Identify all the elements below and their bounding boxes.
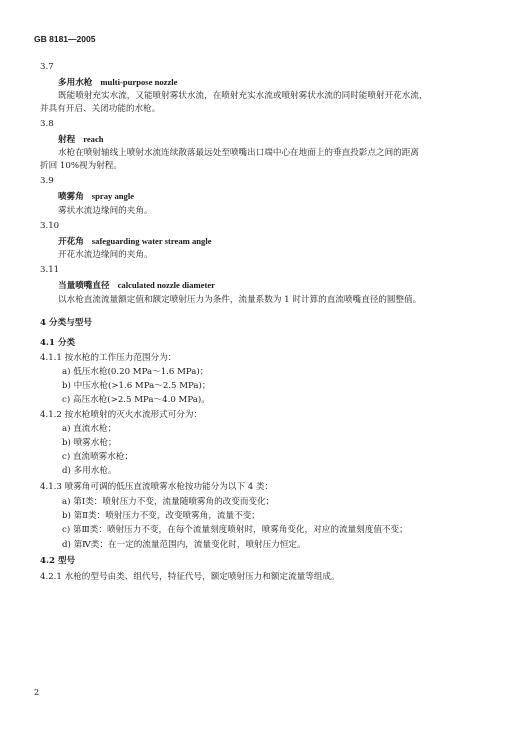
list-item: c) 高压水枪(>2.5 MPa～4.0 MPa)。 xyxy=(62,395,210,405)
list-item: a) 第Ⅰ类：喷射压力不变，流量随喷雾角的改变而变化； xyxy=(62,497,275,507)
definition-line: 雾状水流边缘间的夹角。 xyxy=(58,206,153,216)
standard-header: GB 8181—2005 xyxy=(34,34,96,44)
list-item: c) 第Ⅲ类：喷射压力不变，在每个流量刻度喷射时，喷雾角变化，对应的流量刻度值不变； xyxy=(62,525,408,535)
section-number: 3.8 xyxy=(40,119,54,129)
section-number: 3.10 xyxy=(40,221,60,231)
term-zh: 喷雾角 xyxy=(58,192,84,202)
list-item: d) 多用水枪。 xyxy=(62,466,117,476)
clause-text: 4.2.1 水枪的型号由类、组代号，特征代号，额定喷射压力和额定流量等组成。 xyxy=(40,572,340,582)
section-number: 3.7 xyxy=(40,62,54,72)
term-heading xyxy=(58,134,104,146)
definition-line: 折回 10%视为射程。 xyxy=(40,161,122,171)
term-zh: 当量喷嘴直径 xyxy=(58,281,110,291)
definition-line: 以水枪直流流量额定值和额定喷射压力为条件，流量系数为 1 时计算的直流喷嘴直径的圆整值。 xyxy=(58,295,422,305)
term-en: calculated nozzle diameter xyxy=(117,280,215,290)
clause-heading: 4.1.3 喷雾角可调的低压直流喷雾水枪按功能分为以下 4 类： xyxy=(40,482,274,492)
list-item: c) 直流喷雾水枪； xyxy=(62,452,134,462)
page-number: 2 xyxy=(34,688,40,697)
term-heading xyxy=(58,191,134,203)
term-heading xyxy=(58,236,212,248)
section-number: 3.11 xyxy=(40,265,60,275)
clause-heading: 4.1.2 按水枪喷射的灭火水流形式可分为： xyxy=(40,410,203,420)
list-item: b) 喷雾水枪； xyxy=(62,438,117,448)
list-item: b) 第Ⅱ类：喷射压力不变，改变喷雾角，流量不变； xyxy=(62,511,260,521)
list-item: b) 中压水枪(>1.6 MPa～2.5 MPa)； xyxy=(62,381,211,391)
definition-line: 水枪在喷射轴线上喷射水流连续散落最远处至喷嘴出口端中心在地面上的垂直投影点之间的距离 xyxy=(58,148,419,158)
term-zh: 射程 xyxy=(58,135,76,145)
term-heading xyxy=(58,280,215,292)
chapter-heading: 4 分类与型号 xyxy=(40,318,92,328)
list-item: a) 直流水枪； xyxy=(62,424,117,434)
term-zh: 多用水枪 xyxy=(58,78,93,88)
list-item: a) 低压水枪(0.20 MPa～1.6 MPa)； xyxy=(62,367,209,377)
section-number: 3.9 xyxy=(40,176,54,186)
definition-line: 开花水流边缘间的夹角。 xyxy=(58,250,153,260)
list-item: d) 第Ⅳ类：在一定的流量范围内，流量变化时，喷射压力恒定。 xyxy=(62,540,306,550)
definition-line: 既能喷射充实水流，又能喷射雾状水流，在喷射充实水流或喷射雾状水流的同时能喷射开花水流， xyxy=(58,91,428,101)
section-heading: 4.1 分类 xyxy=(40,338,76,348)
definition-line: 并具有开启、关闭功能的水枪。 xyxy=(40,104,161,114)
clause-heading: 4.1.1 按水枪的工作压力范围分为： xyxy=(40,353,177,363)
term-en: spray angle xyxy=(91,191,135,201)
term-en: multi-purpose nozzle xyxy=(100,77,178,87)
term-zh: 开花角 xyxy=(58,237,84,247)
term-en: safeguarding water stream angle xyxy=(91,236,212,246)
term-heading xyxy=(58,77,178,89)
section-heading: 4.2 型号 xyxy=(40,556,76,566)
term-en: reach xyxy=(83,134,104,144)
